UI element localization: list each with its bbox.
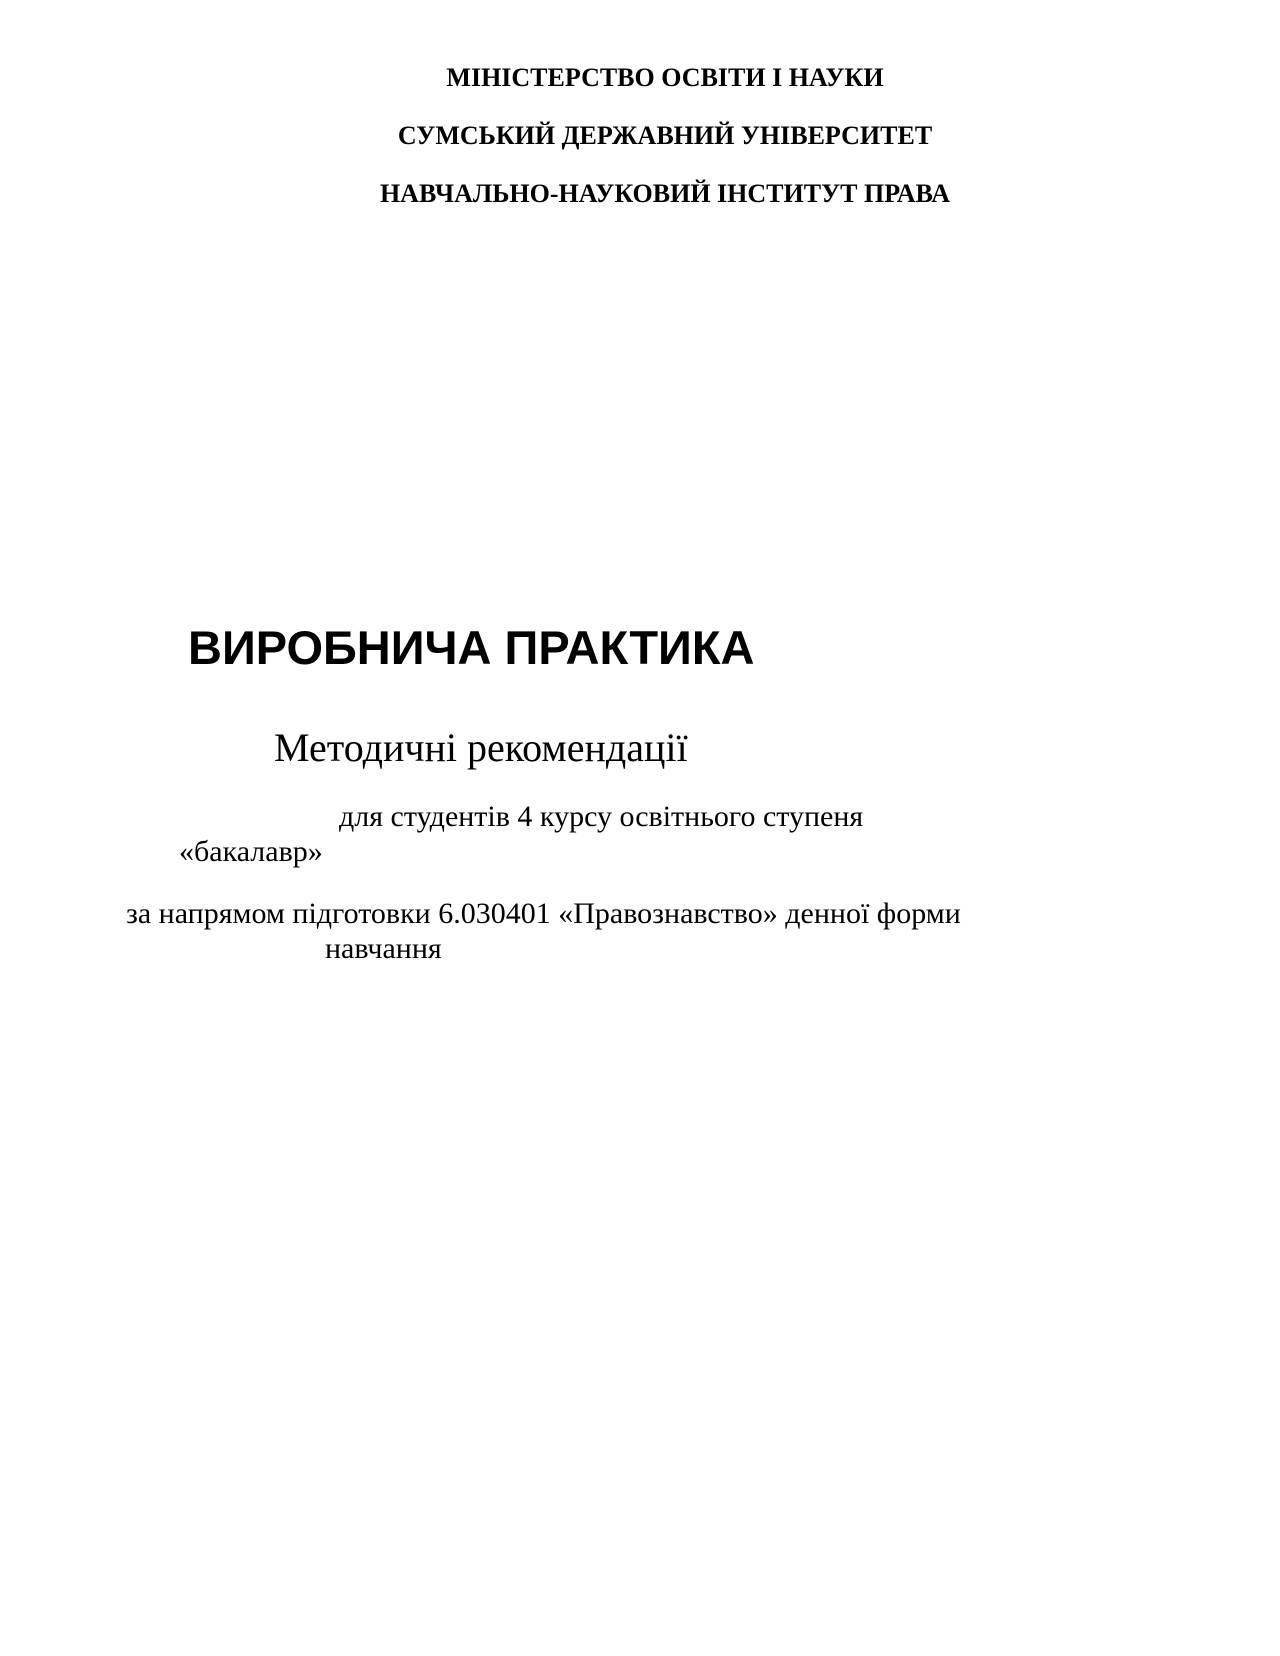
direction-line: за напрямом підготовки 6.030401 «Правознавство» денної форми xyxy=(126,897,961,930)
university-heading: СУМСЬКИЙ ДЕРЖАВНИЙ УНІВЕРСИТЕТ xyxy=(397,121,933,150)
audience-line: для студентів 4 курсу освітнього ступеня xyxy=(339,800,864,833)
degree-line: «бакалавр» xyxy=(179,835,323,868)
ministry-heading: МІНІСТЕРСТВО ОСВІТИ І НАУКИ xyxy=(446,63,884,92)
institute-heading: НАВЧАЛЬНО-НАУКОВИЙ ІНСТИТУТ ПРАВА xyxy=(379,179,951,208)
document-title: ВИРОБНИЧА ПРАКТИКА xyxy=(188,621,755,674)
document-subtitle: Методичні рекомендації xyxy=(274,725,688,770)
study-form-line: навчання xyxy=(325,932,442,965)
